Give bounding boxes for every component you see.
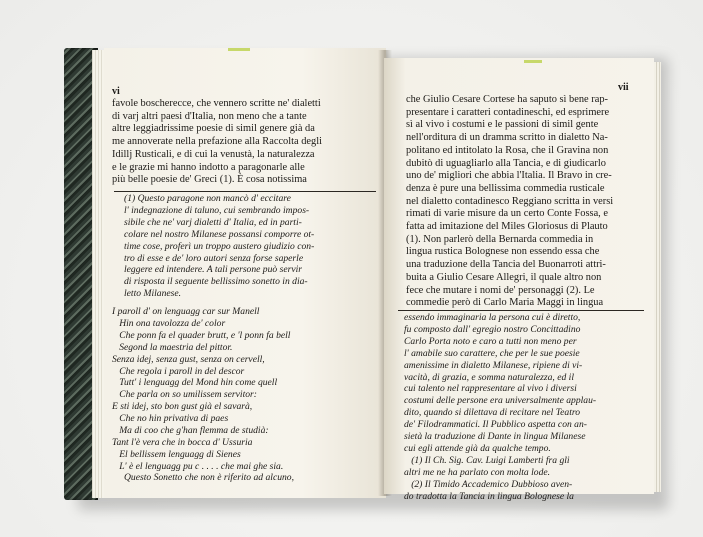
footnote-line: time cose, proferì un troppo austero giudizio con- [124, 240, 315, 252]
text-line: nel dialetto contadinesco Reggiano scritta in versi [406, 195, 614, 207]
sonnet-line: Che ponn fa el quader brutt, e 'l ponn fa bell [112, 329, 291, 341]
sonnet-line: Che regola i paroll in del descor [112, 365, 245, 377]
footnote-line: leggere ed intendere. A tali persone può servir [124, 264, 302, 276]
sonnet-line: L' è el lenguagg pu c . . . . che mai ghe sia. [112, 460, 284, 472]
closing-line: Questo Sonetto che non è riferito ad alcuno, [124, 472, 294, 483]
footnote-line: costumi delle persone era universalmente applau- [404, 395, 597, 407]
sonnet-line: Che parla on so umilissem servitor: [112, 389, 257, 401]
text-line: commedie però di Carlo Maria Maggi in lingua [406, 297, 604, 309]
text-line: dubitò di uguagliarlo alla Tancia, e di giudicarlo [406, 157, 606, 169]
ribbon-bookmark [228, 48, 250, 51]
right-footnote [404, 312, 596, 503]
sonnet-line: Ma di coo che g'han flemma de studià: [112, 425, 269, 437]
footnote-divider-left [114, 191, 376, 192]
text-line: altre leggiadrissime poesie di simil genere già da [112, 123, 315, 135]
footnote-line: l' amabile suo carattere, che per le sue poesie [404, 347, 580, 359]
footnote-line: (1) Il Ch. Sig. Cav. Luigi Lamberti fra gli [404, 454, 570, 466]
footnote-line: colare nel nostro Milanese possansi comporre ot- [124, 228, 315, 240]
footnote-line: tro di esse e de' loro autori senza forse saperle [124, 252, 304, 264]
text-line: sì al vivo i costumi e le passioni di simil gente [406, 119, 599, 131]
sonnet-line: Senza idej, senza gust, senza on cervell, [112, 353, 265, 365]
text-line: di varj altri paesi d'Italia, non meno che a tante [112, 110, 307, 122]
page-number-right: vii [618, 82, 629, 93]
footnote-line: amenissime in dialetto Milanese, ripiene di vi- [404, 359, 583, 371]
text-line: uno de' migliori che abbia l'Italia. Il Bravo in cre- [406, 170, 612, 182]
footnote-line: dito, quando si dilettava di recitare nel Teatro [404, 407, 581, 419]
text-line: una traduzione della Tancia del Buonarroti attri- [406, 259, 606, 271]
footnote-line: cui egli attende già da qualche tempo. [404, 442, 551, 454]
sonnet-line: I paroll d' on lenguagg car sur Manell [112, 306, 260, 317]
sonnet-line: E sti idej, sto bon gust già el savarà, [112, 401, 253, 413]
text-line: e le grazie mi hanno indotto a paragonarle alle [112, 161, 305, 173]
text-line: (1). Non parlerò della Bernarda commedia in [406, 233, 594, 245]
sonnet-line: Che no hin privativa di paes [112, 413, 229, 425]
sonnet-line: Hin ona tavolozza de' color [112, 317, 226, 329]
right-page [384, 58, 654, 502]
text-line: politano ed intitolato la Rosa, che il Gravina non [406, 144, 609, 156]
footnote-line: sibile che ne' varj dialetti d' Italia, ed in parti- [124, 216, 302, 228]
footnote-line: l' indegnazione di taluno, cui sembrando impos- [124, 204, 310, 216]
footnote-line: di risposta il seguente bellissimo sonetto in dia- [124, 276, 308, 288]
left-page [104, 48, 386, 498]
footnote-line: letto Milanese. [124, 288, 182, 300]
footnote-line: cui talento nel rappresentare al vivo i diversi [404, 383, 577, 395]
footnote-line: de' Filodrammatici. Il Pubblico aspetta con an- [404, 419, 587, 431]
left-main-text [112, 98, 322, 187]
footnote-line: fu composto dall' egregio nostro Concittadino [404, 323, 581, 335]
text-line: Idillj Rusticali, e di cui la venustà, la naturalezza [112, 148, 315, 160]
footnote-line: (2) Il Timido Accademico Dubbioso aven- [404, 478, 573, 490]
sonnet-line: Tutt' i lenguagg del Mond hin come quell [112, 377, 278, 389]
sonnet-line: Tant l'è vera che in bocca d' Ussuria [112, 436, 253, 448]
footnote-line: do tradotta la Tancia in lingua Bolognese la [404, 490, 574, 502]
footnote-line: sietà la traduzione di Dante in lingua Milanese [404, 431, 586, 443]
text-line: presentare i caratteri contadineschi, ed esprimere [406, 106, 610, 118]
footnote-divider-right [398, 310, 644, 311]
text-line: fatta ad imitazione del Miles Gloriosus di Plauto [406, 221, 608, 233]
text-line: più belle poesie de' Greci (1). È cosa notissima [112, 174, 307, 186]
ribbon-bookmark-right [524, 60, 542, 63]
sonnet-line: El bellissem lenguagg di Sienes [112, 448, 241, 460]
text-line: buita a Giulio Cesare Allegri, il quale altro non [406, 271, 602, 283]
text-line: rimati di varie misure da un certo Conte Fossa, e [406, 208, 608, 220]
text-line: favole boscherecce, che vennero scritte ne' dialetti [112, 98, 321, 109]
footnote-line: vacità, di grazia, e somma naturalezza, ed il [404, 371, 575, 383]
dialect-sonnet [112, 306, 290, 473]
text-line: nell'orditura di un dramma scritto in dialetto Na- [406, 132, 608, 144]
text-line: fece che mutare i nomi de' personaggi (2). Le [406, 284, 595, 296]
text-line: denza è pure una bellissima commedia rusticale [406, 182, 605, 194]
footnote-line: Carlo Porta noto e caro a tutti non meno per [404, 335, 577, 347]
sonnet-line: Segond la maestria del pittor. [112, 341, 233, 353]
footnote-line: essendo immaginaria la persona cui è diretto, [404, 312, 581, 323]
text-line: che Giulio Cesare Cortese ha saputo sì bene rap- [406, 94, 608, 105]
page-number-left: vi [112, 86, 120, 97]
footnote-line: (1) Questo paragone non mancò d' eccitare [124, 193, 291, 204]
left-footnote [124, 193, 314, 300]
right-main-text [406, 94, 613, 310]
text-line: lingua rustica Bolognese non essendo essa che [406, 246, 600, 258]
text-line: me annoverate nella prefazione alla Raccolta degli [112, 136, 323, 148]
footnote-line: altri me ne ha parlato con molta lode. [404, 466, 551, 478]
